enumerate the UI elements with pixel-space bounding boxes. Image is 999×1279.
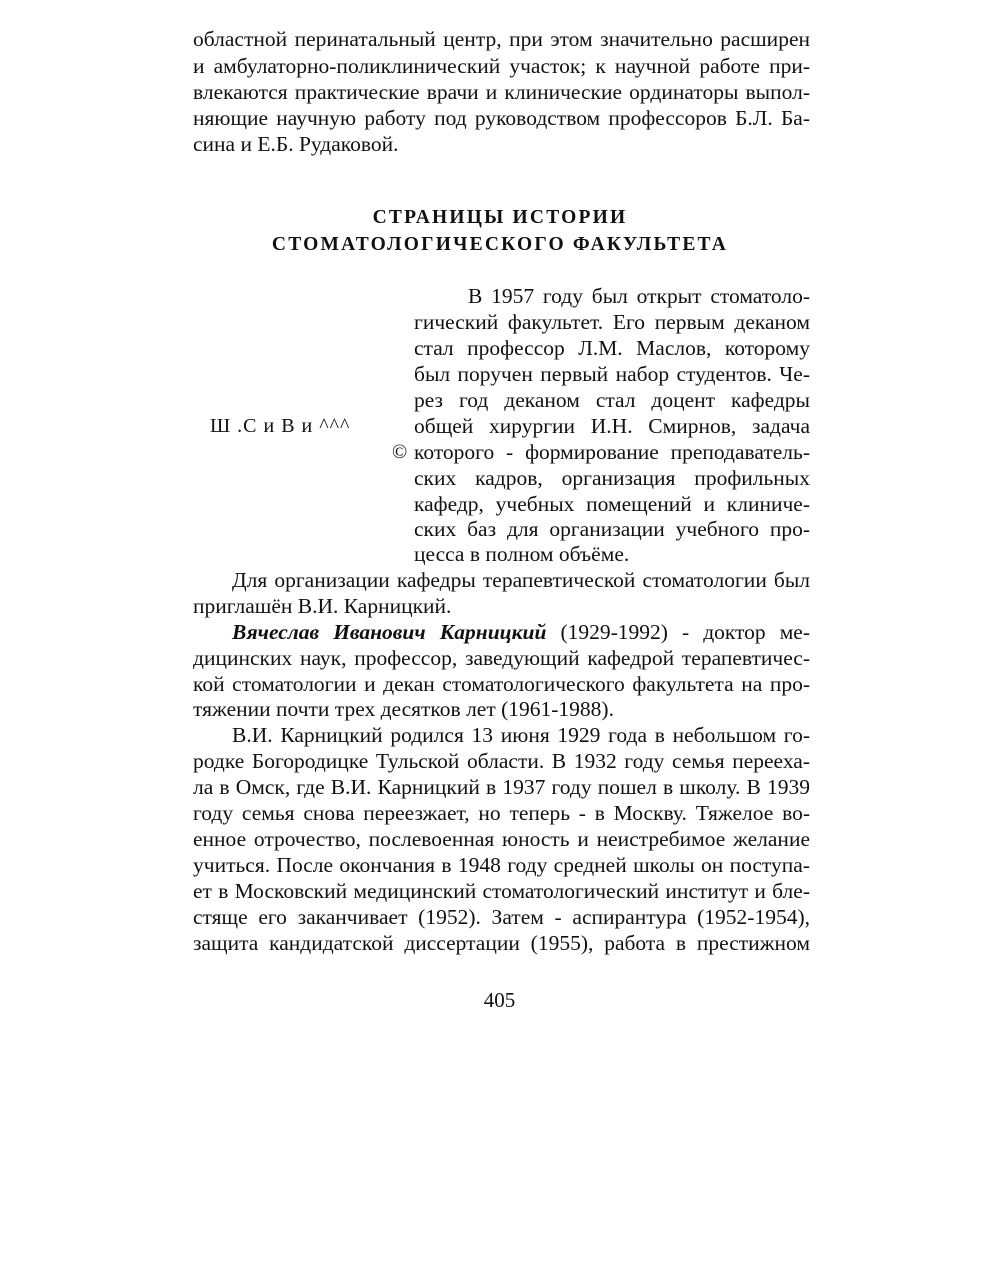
bio-dates: (1929-1992) - доктор ме- bbox=[560, 620, 810, 644]
text-line: гический факультет. Его первым деканом bbox=[414, 310, 810, 334]
text-line: влекаются практические врачи и клинические ординаторы выпол- bbox=[193, 80, 810, 104]
text-line: защита кандидатской диссертации (1955), работа в престижном bbox=[193, 931, 810, 955]
text-line: рез год деканом стал доцент кафедры bbox=[414, 388, 810, 412]
text-line: был поручен первый набор студентов. Че- bbox=[414, 362, 810, 386]
text-line: енное отрочество, послевоенная юность и неистребимое желание bbox=[193, 827, 810, 851]
text-line: тяжении почти трех десятков лет (1961-1988). bbox=[193, 697, 614, 721]
text-line: кой стоматологии и декан стоматологического факультета на про- bbox=[193, 672, 810, 696]
section-title-line-2: СТОМАТОЛОГИЧЕСКОГО ФАКУЛЬТЕТА bbox=[271, 234, 729, 255]
page-number: 405 bbox=[483, 988, 516, 1012]
text-line: приглашён В.И. Карницкий. bbox=[193, 594, 452, 618]
text-line: учиться. После окончания в 1948 году средней школы он поступа- bbox=[193, 853, 810, 877]
text-line: стяще его заканчивает (1952). Затем - аспирантура (1952-1954), bbox=[193, 905, 810, 929]
text-line: которого - формирование преподаватель- bbox=[414, 440, 810, 464]
text-line: областной перинатальный центр, при этом значительно расширен bbox=[193, 27, 810, 51]
text-line: Для организации кафедры терапевтической стоматологии был bbox=[232, 568, 810, 592]
text-line: кафедр, учебных помещений и клиниче- bbox=[414, 492, 810, 516]
text-line: дицинских наук, профессор, заведующий кафедрой терапевтичес- bbox=[193, 646, 810, 670]
text-line: ла в Омск, где В.И. Карницкий в 1937 году пошел в школу. В 1939 bbox=[193, 775, 810, 799]
text-line: В.И. Карницкий родился 13 июня 1929 года в небольшом го- bbox=[232, 723, 810, 747]
text-line: году семья снова переезжает, но теперь - в Москву. Тяжелое во- bbox=[193, 801, 810, 825]
text-line: цесса в полном объёме. bbox=[414, 542, 630, 566]
section-title-line-1: СТРАНИЦЫ ИСТОРИИ bbox=[372, 207, 628, 228]
text-line: ских кадров, организация профильных bbox=[414, 466, 810, 490]
text-line: В 1957 году был открыт стоматоло- bbox=[468, 284, 810, 308]
person-name: Вячеслав Иванович Карницкий bbox=[232, 620, 547, 644]
photo-caption: Ш .С и В и ^^^ bbox=[210, 415, 351, 437]
copyright-mark: © bbox=[392, 441, 409, 463]
text-line: ских баз для организации учебного про- bbox=[414, 517, 810, 541]
text-line: родке Богородицке Тульской области. В 1932 году семья перееха- bbox=[193, 749, 810, 773]
text-line: стал профессор Л.М. Маслов, которому bbox=[414, 336, 810, 360]
text-line: и амбулаторно-поликлинический участок; к научной работе при- bbox=[193, 54, 810, 78]
text-line: няющие научную работу под руководством профессоров Б.Л. Ба- bbox=[193, 106, 810, 130]
text-line: сина и Е.Б. Рудаковой. bbox=[193, 132, 399, 156]
text-line bbox=[232, 620, 810, 644]
text-line: общей хирургии И.Н. Смирнов, задача bbox=[414, 414, 810, 438]
text-line: ет в Московский медицинский стоматологический институт и бле- bbox=[193, 879, 810, 903]
